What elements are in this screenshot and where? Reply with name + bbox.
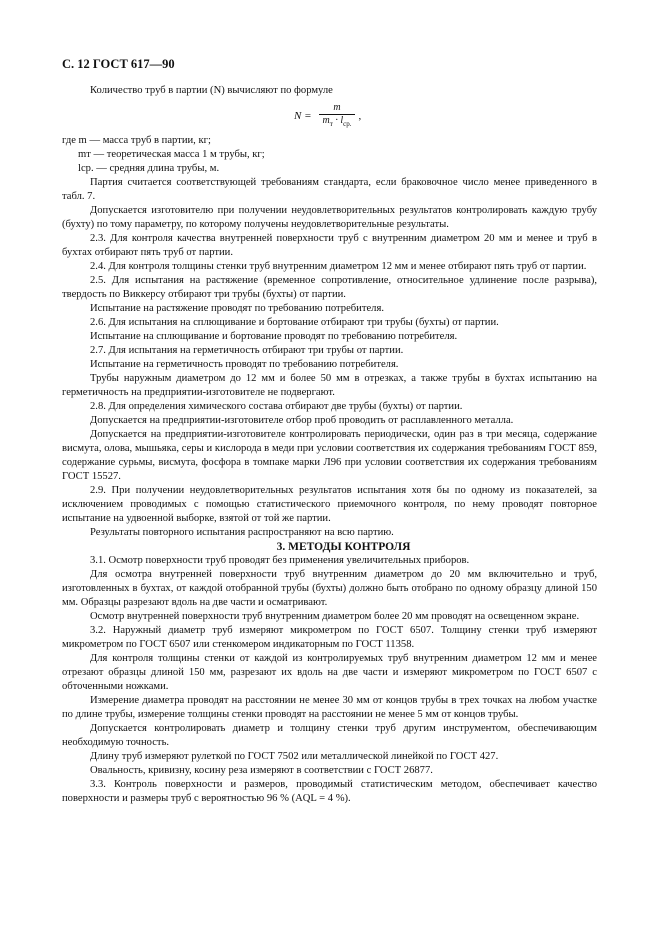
paragraph: Допускается контролировать диаметр и толщину стенки труб другим инструментом, обеспечивающим необходимую точность. — [62, 723, 597, 748]
paragraph: 2.5. Для испытания на растяжение (временное сопротивление, относительное удлинение после разрыва), твердость по Виккерсу отбирают три трубы (бухты) от партии. — [62, 275, 597, 300]
paragraph: 3.1. Осмотр поверхности труб проводят без применения увеличительных приборов. — [90, 555, 470, 566]
formula-trail: , — [358, 110, 362, 122]
paragraph: Овальность, кривизну, косину реза измеряют в соответствии с ГОСТ 26877. — [90, 765, 433, 776]
formula-denominator: $m_т \cdot l_{ср.}$ — [319, 114, 356, 130]
intro-paragraph: Количество труб в партии (N) вычисляют по формуле — [90, 85, 333, 96]
paragraph: 2.8. Для определения химического состава отбирают две трубы (бухты) от партии. — [90, 401, 463, 412]
formula-numerator: m — [333, 102, 341, 113]
paragraph: Испытание на растяжение проводят по требованию потребителя. — [90, 303, 384, 314]
paragraph: Длину труб измеряют рулеткой по ГОСТ 7502 или металлической линейкой по ГОСТ 427. — [90, 751, 499, 762]
paragraph: Трубы наружным диаметром до 12 мм и более 50 мм в отрезках, а также трубы в бухтах испытанию на герметичность на предприятии-изготовителе не подвергают. — [62, 373, 597, 398]
legend-row-3: lср. — средняя длина трубы, м. — [78, 163, 220, 174]
page-header: С. 12 ГОСТ 617—90 — [62, 57, 175, 71]
legend-row-1: где m — масса труб в партии, кг; — [62, 135, 211, 146]
paragraph: 2.3. Для контроля качества внутренней поверхности труб с внутренним диаметром 20 мм и менее и труб в бухтах отбирают пять труб от партии. — [62, 233, 597, 258]
paragraph: 2.6. Для испытания на сплющивание и бортование отбирают три трубы (бухты) от партии. — [90, 317, 499, 328]
paragraph: Результаты повторного испытания распространяют на всю партию. — [90, 527, 394, 538]
paragraph: Испытание на сплющивание и бортование проводят по требованию потребителя. — [90, 331, 458, 342]
paragraph: 3.2. Наружный диаметр труб измеряют микрометром по ГОСТ 6507. Толщину стенки труб измеряют микрометром по ГОСТ 6507 или стенкомером индикаторным по ГОСТ 11358. — [62, 625, 597, 650]
paragraph: 2.7. Для испытания на герметичность отбирают три трубы от партии. — [90, 345, 404, 356]
formula — [62, 98, 597, 134]
paragraph: Для осмотра внутренней поверхности труб внутренним диаметром до 20 мм включительно и труб, изготовленных в бухтах, от каждой отобранной трубы (бухты) должно быть отобрано по одному образцу длиной 150 мм. Образцы разрезают вдоль на две части и осматривают. — [62, 569, 597, 608]
paragraph: Допускается изготовителю при получении неудовлетворительных результатов контролировать каждую трубу (бухту) по тому параметру, по которому получены неудовлетворительные результаты. — [62, 205, 597, 230]
formula-fraction — [319, 102, 356, 130]
paragraph: Измерение диаметра проводят на расстоянии не менее 30 мм от концов трубы в трех точках на любом участке по длине трубы, измерение толщины стенки проводят на расстоянии не менее 5 мм от концов трубы. — [62, 695, 597, 720]
paragraph: Осмотр внутренней поверхности труб внутренним диаметром более 20 мм проводят на освещенном экране. — [90, 611, 580, 622]
paragraph: 2.4. Для контроля толщины стенки труб внутренним диаметром 12 мм и менее отбирают пять труб от партии. — [90, 261, 587, 272]
formula-legend — [62, 134, 597, 176]
paragraph: Для контроля толщины стенки от каждой из контролируемых труб внутренним диаметром 12 мм и менее отрезают образцы длиной 150 мм, разрезают их вдоль на две части и измеряют микрометром по ГОСТ 6507 с обточенными ножками. — [62, 653, 597, 692]
paragraph: 3.3. Контроль поверхности и размеров, проводимый статистическим методом, обеспечивает качество поверхности и размеры труб с вероятностью 96 % (AQL = 4 %). — [62, 779, 597, 804]
paragraph: Допускается на предприятии-изготовителе контролировать периодически, один раз в три месяца, содержание висмута, олова, мышьяка, серы и кислорода в меди при условии соответствия их содержания требованиям ГОСТ 859, содержание сурьмы, висмута, фосфора в томпаке марки Л96 при условии соответствия их содержания требованиям ГОСТ 15527. — [62, 429, 597, 482]
paragraph: Партия считается соответствующей требованиям стандарта, если браковочное число менее приведенного в табл. 7. — [62, 177, 597, 202]
legend-row-2: mт — теоретическая масса 1 м трубы, кг; — [78, 149, 265, 160]
document-body — [62, 84, 597, 806]
formula-lhs: N = — [294, 110, 312, 122]
paragraph: Допускается на предприятии-изготовителе отбор проб проводить от расплавленного металла. — [90, 415, 514, 426]
section-title: 3. МЕТОДЫ КОНТРОЛЯ — [276, 541, 411, 553]
paragraph: Испытание на герметичность проводят по требованию потребителя. — [90, 359, 399, 370]
paragraph: 2.9. При получении неудовлетворительных результатов испытания хотя бы по одному из показателей, за исключением проводимых с помощью статистического приемочного контроля, по нему проводят повторное испытание на удвоенной выборке, взятой от той же партии. — [62, 485, 597, 524]
